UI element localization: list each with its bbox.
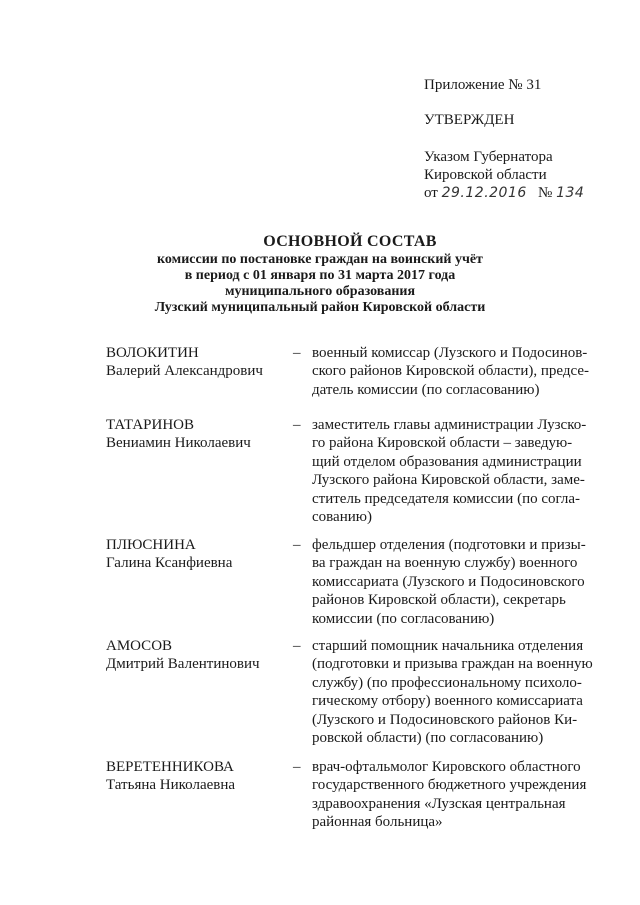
title-main: ОСНОВНОЙ СОСТАВ <box>263 233 437 250</box>
role-line: районная больница» <box>312 814 443 831</box>
member-name <box>106 758 286 795</box>
role-line: ститель председателя комиссии (по согла- <box>312 490 581 507</box>
title-line-2: в период с 01 января по 31 марта 2017 года <box>184 268 456 283</box>
role-line: сованию) <box>312 509 372 526</box>
member-surname: ВОЛОКИТИН <box>106 345 199 361</box>
member-given-name: Вениамин Николаевич <box>106 435 251 452</box>
date-value: 29.12.2016 <box>441 185 527 201</box>
role-line: комиссариата (Лузского и Подосиновского <box>312 573 585 590</box>
document-title <box>0 232 640 316</box>
member-dash: – <box>293 345 301 361</box>
role-line: старший помощник начальника отделения <box>312 638 584 654</box>
role-line: го района Кировской области – заведую- <box>312 435 573 452</box>
member-surname: ПЛЮСНИНА <box>106 537 196 553</box>
role-line: фельдшер отделения (подготовки и призы- <box>312 537 586 553</box>
member-role <box>312 536 608 628</box>
member-name <box>106 536 286 573</box>
role-line: Лузского района Кировской области, заме- <box>312 472 585 489</box>
member-surname: ВЕРЕТЕННИКОВА <box>106 759 234 775</box>
member-role <box>312 637 608 747</box>
role-line: заместитель главы администрации Лузско- <box>312 417 587 433</box>
role-line: гическому отбору) военного комиссариата <box>312 693 583 710</box>
member-given-name: Валерий Александрович <box>106 363 263 380</box>
member-given-name: Галина Ксанфиевна <box>106 555 233 572</box>
role-line: здравоохранения «Лузская центральная <box>312 795 566 812</box>
role-line: ровской области) (по согласованию) <box>312 730 544 747</box>
member-surname: АМОСОВ <box>106 638 173 654</box>
member-role <box>312 758 608 832</box>
date-prefix: от <box>424 185 438 201</box>
member-name <box>106 416 286 453</box>
number-value: 134 <box>556 185 585 201</box>
member-name <box>106 344 286 381</box>
approved-label: УТВЕРЖДЕН <box>424 112 515 128</box>
member-dash: – <box>293 759 301 775</box>
role-line: (подготовки и призыва граждан на военную <box>312 656 593 673</box>
role-line: службу) (по профессиональному психоло- <box>312 674 582 691</box>
role-line: государственного бюджетного учреждения <box>312 777 587 794</box>
decree-date-line <box>424 184 624 202</box>
role-line: щий отделом образования администрации <box>312 453 582 470</box>
role-line: (Лузского и Подосиновского районов Ки- <box>312 711 578 728</box>
appendix-label: Приложение № 31 <box>424 77 542 93</box>
decree-line-1: Указом Губернатора <box>424 149 553 165</box>
role-line: ского районов Кировской области), предсе- <box>312 363 589 380</box>
title-line-4: Лузский муниципальный район Кировской области <box>154 300 486 315</box>
member-role <box>312 344 608 399</box>
member-dash: – <box>293 417 301 433</box>
approval-block <box>424 76 624 202</box>
member-given-name: Дмитрий Валентинович <box>106 656 260 673</box>
number-prefix: № <box>538 185 553 201</box>
member-dash: – <box>293 537 301 553</box>
member-role <box>312 416 608 526</box>
member-name <box>106 637 286 674</box>
role-line: комиссии (по согласованию) <box>312 610 495 627</box>
title-line-1: комиссии по постановке граждан на воинский учёт <box>157 252 483 267</box>
member-given-name: Татьяна Николаевна <box>106 777 236 794</box>
member-surname: ТАТАРИНОВ <box>106 417 195 433</box>
role-line: ва граждан на военную службу) военного <box>312 555 578 572</box>
role-line: районов Кировской области), секретарь <box>312 592 566 609</box>
title-line-3: муниципального образования <box>224 284 416 299</box>
decree-line-2: Кировской области <box>424 167 547 183</box>
role-line: военный комиссар (Лузского и Подосинов- <box>312 345 588 361</box>
role-line: врач-офтальмолог Кировского областного <box>312 759 581 775</box>
member-dash: – <box>293 638 301 654</box>
role-line: датель комиссии (по согласованию) <box>312 381 540 398</box>
